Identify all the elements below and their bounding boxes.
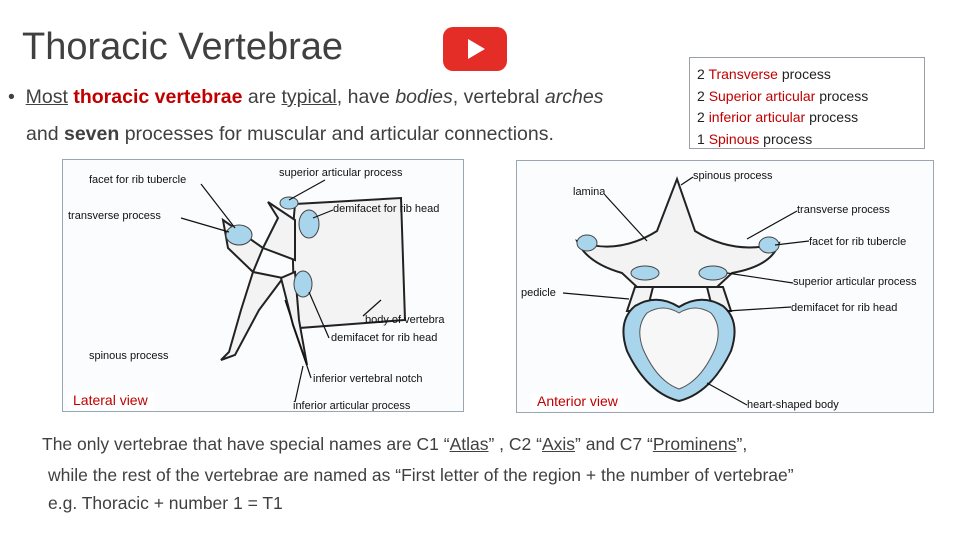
process-row xyxy=(697,64,924,86)
process-word: process xyxy=(809,109,859,125)
label-heart-shaped-body: heart-shaped body xyxy=(747,399,839,411)
label-lamina: lamina xyxy=(573,186,606,198)
text-are: are xyxy=(247,86,277,108)
process-word: process xyxy=(763,130,813,147)
label-demifacet-rib-head: demifacet for rib head xyxy=(333,203,440,215)
process-row xyxy=(697,86,924,108)
process-word: process xyxy=(819,87,869,104)
process-count: 2 xyxy=(697,87,705,104)
process-name: Spinous xyxy=(708,130,760,147)
word-seven: seven xyxy=(63,123,120,145)
label-facet-rib-tubercle: facet for rib tubercle xyxy=(809,236,907,248)
bullet-line-2 xyxy=(26,125,554,145)
word-typical: typical xyxy=(281,86,337,108)
bullet-line-1 xyxy=(8,88,603,108)
process-count: 1 xyxy=(697,130,705,147)
text-and: and xyxy=(26,123,59,145)
note-text: ”, xyxy=(736,434,748,454)
process-name: Transverse xyxy=(708,66,778,82)
slide-title: Thoracic Vertebrae xyxy=(22,26,344,68)
word-axis: Axis xyxy=(541,434,576,454)
note-line-2: while the rest of the vertebrae are named as “First letter of the region + the number of vertebrae” xyxy=(48,465,794,485)
anterior-view-figure xyxy=(516,160,934,413)
word-atlas: Atlas xyxy=(449,434,489,454)
note-text: ” , C2 “ xyxy=(488,434,542,454)
label-superior-articular-process: superior articular process xyxy=(793,276,917,288)
process-name: Superior articular xyxy=(708,87,816,104)
label-demifacet-rib-head-lower: demifacet for rib head xyxy=(331,332,438,344)
word-prominens: Prominens xyxy=(652,434,737,454)
word-bodies: bodies xyxy=(395,86,453,108)
process-count: 2 xyxy=(697,109,705,125)
lateral-view-figure xyxy=(62,159,464,412)
process-row xyxy=(697,129,924,151)
processes-box xyxy=(689,57,925,149)
text-processes: processes for muscular and articular connections. xyxy=(124,123,554,145)
label-superior-articular-process: superior articular process xyxy=(279,167,403,179)
label-body-of-vertebra: body of vertebra xyxy=(365,314,445,326)
word-most: Most xyxy=(25,86,68,108)
caption-anterior-view: Anterior view xyxy=(531,393,624,411)
word-arches: arches xyxy=(544,86,604,108)
label-transverse-process: transverse process xyxy=(68,210,161,222)
label-inferior-vertebral-notch: inferior vertebral notch xyxy=(313,373,423,385)
label-inferior-articular-process: inferior articular process xyxy=(293,400,411,412)
label-spinous-process: spinous process xyxy=(89,350,169,362)
text-have: , have xyxy=(336,86,390,108)
label-facet-rib-tubercle: facet for rib tubercle xyxy=(89,174,187,186)
process-count: 2 xyxy=(697,66,705,82)
process-word: process xyxy=(781,66,831,82)
note-line-3: e.g. Thoracic + number 1 = T1 xyxy=(48,493,283,513)
label-spinous-process: spinous process xyxy=(693,170,773,182)
process-row xyxy=(697,107,924,129)
bullet-dot: • xyxy=(8,86,26,108)
text-vertebral: , vertebral xyxy=(452,86,540,108)
note-text: ” and C7 “ xyxy=(575,434,653,454)
label-pedicle: pedicle xyxy=(521,287,556,299)
note-text: The only vertebrae that have special names are C1 “ xyxy=(42,434,450,454)
label-demifacet-rib-head: demifacet for rib head xyxy=(791,302,898,314)
term-thoracic-vertebrae: thoracic vertebrae xyxy=(73,86,243,108)
youtube-play-icon[interactable] xyxy=(443,27,507,71)
label-transverse-process: transverse process xyxy=(797,204,890,216)
caption-lateral-view: Lateral view xyxy=(67,392,154,410)
note-line-1 xyxy=(42,436,747,454)
process-name: inferior articular xyxy=(708,109,806,125)
